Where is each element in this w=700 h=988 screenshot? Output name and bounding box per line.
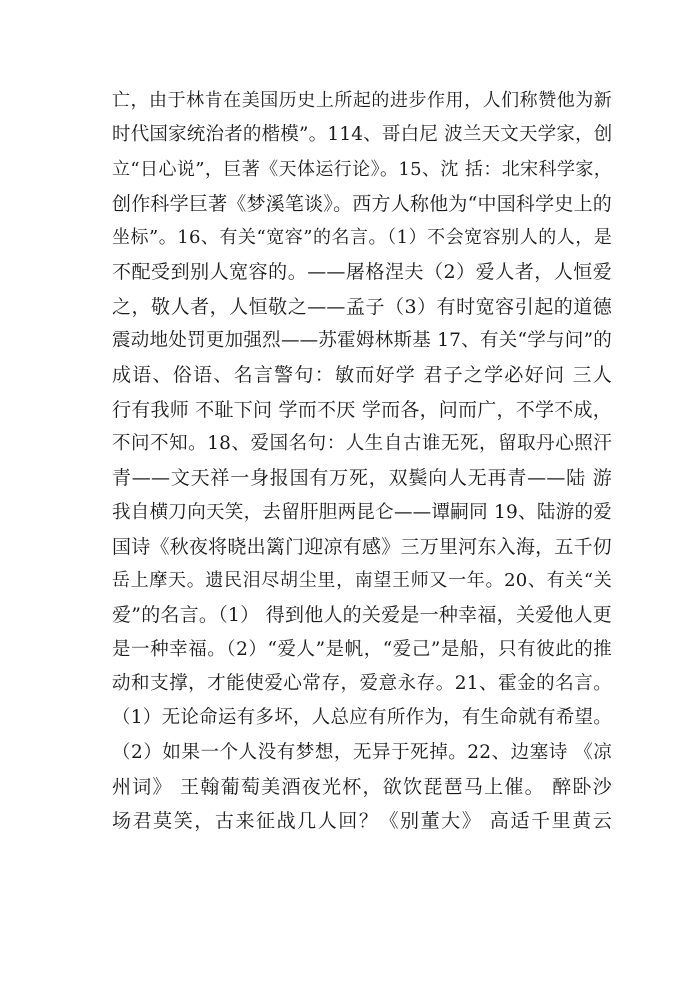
text-line-2: 时代国家统治者的楷模”。114、哥白尼 波兰天文天学家，创 <box>112 124 612 146</box>
text-line-5: 坐标”。16、有关“宽容”的名言。（1）不会宽容别人的人，是 <box>112 227 612 249</box>
text-line-18: 动和支撑，才能使爱心常存，爱意永存。21、霍金的名言。 <box>112 673 612 695</box>
text-line-21: 州词》 王翰葡萄美酒夜光杯，欲饮琵琶马上催。 醉卧沙 <box>112 775 612 798</box>
text-line-7: 之，敬人者，人恒敬之——孟子（3）有时宽容引起的道德 <box>112 295 612 318</box>
text-line-16: 爱”的名言。（1） 得到他人的关爱是一种幸福，关爱他人更 <box>112 604 612 627</box>
text-line-15: 岳上摩天。遗民泪尽胡尘里，南望王师又一年。20、有关“关 <box>112 570 612 592</box>
text-line-9: 成语、俗语、名言警句：敏而好学 君子之学必好问 三人 <box>112 364 612 387</box>
document-body-text <box>112 84 612 839</box>
text-line-17: 是一种幸福。（2）“爱人”是帆，“爱己”是船，只有彼此的推 <box>112 638 612 660</box>
text-line-14: 国诗《秋夜将晓出篱门迎凉有感》三万里河东入海，五千仞 <box>112 535 612 558</box>
text-line-19: （1）无论命运有多坏，人总应有所作为，有生命就有希望。 <box>112 707 612 729</box>
text-line-10: 行有我师 不耻下问 学而不厌 学而各，问而广，不学不成， <box>112 398 612 421</box>
text-line-22: 场君莫笑，古来征战几人回？《别董大》 高适千里黄云 <box>112 810 612 833</box>
text-line-4: 创作科学巨著《梦溪笔谈》。西方人称他为“中国科学史上的 <box>112 192 612 215</box>
text-line-13: 我自横刀向天笑，去留肝胆两昆仑——谭嗣同 19、陆游的爱 <box>112 501 612 523</box>
text-line-12: 青——文天祥一身报国有万死，双鬓向人无再青——陆 游 <box>112 467 612 490</box>
text-line-8: 震动地处罚更加强烈——苏霍姆林斯基 17、有关“学与问”的 <box>112 330 612 352</box>
text-line-11: 不问不知。18、爱国名句：人生自古谁无死，留取丹心照汗 <box>112 432 612 454</box>
text-line-20: （2）如果一个人没有梦想，无异于死掉。22、边塞诗 《凉 <box>112 741 612 763</box>
text-line-3: 立“日心说”，巨著《天体运行论》。15、沈 括：北宋科学家， <box>112 158 612 180</box>
text-line-6: 不配受到别人宽容的。——屠格涅夫（2）爱人者，人恒爱 <box>112 261 612 284</box>
text-line-1: 亡，由于林肯在美国历史上所起的进步作用，人们称赞他为新 <box>112 90 612 111</box>
